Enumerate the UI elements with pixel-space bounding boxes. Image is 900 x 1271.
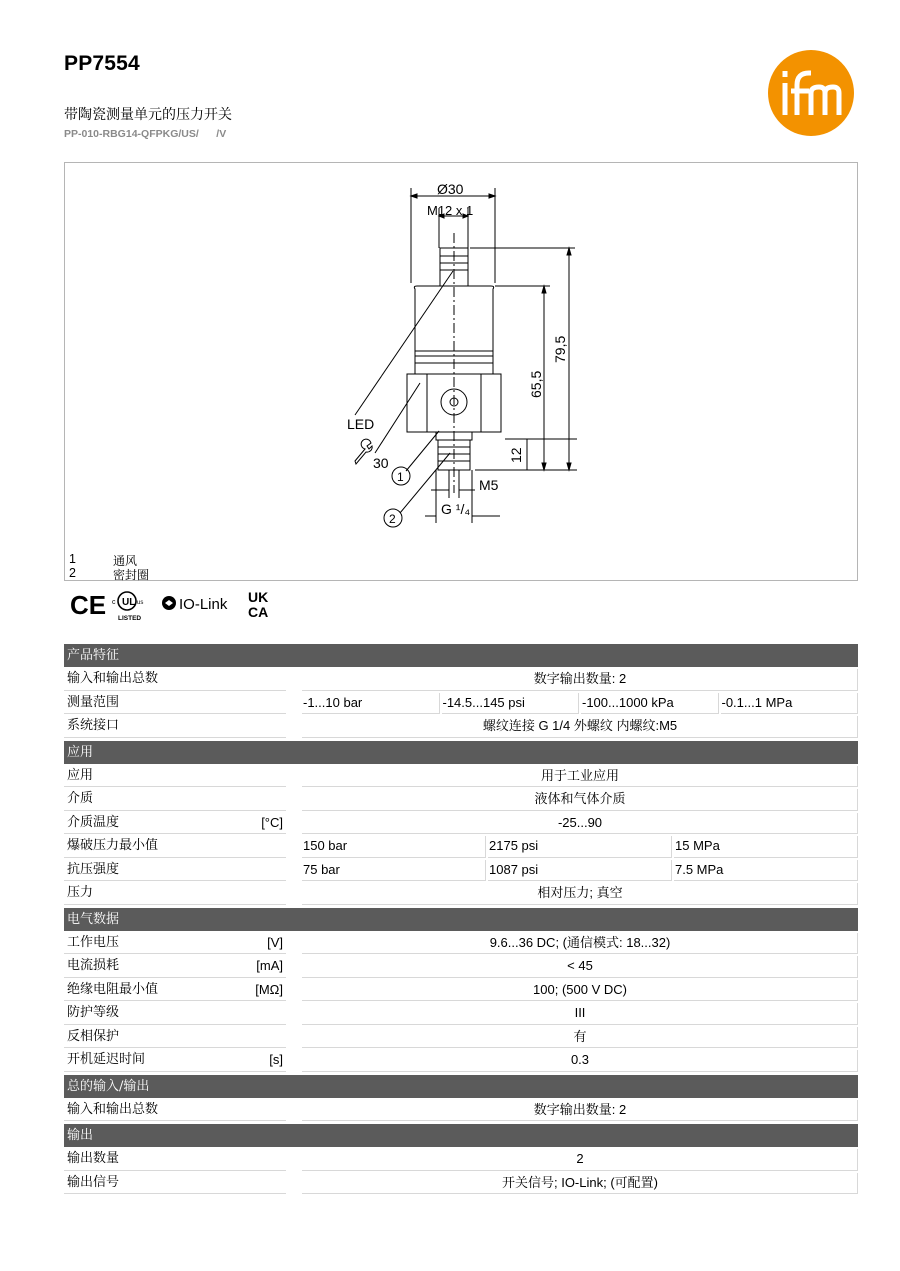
section-header: 产品特征 (64, 644, 858, 667)
row-value: -25...90 (302, 813, 858, 835)
row-label (64, 813, 286, 835)
row-unit: [MΩ] (255, 981, 283, 997)
row-label (64, 883, 286, 905)
row-value: 100; (500 V DC) (302, 980, 858, 1002)
row-value: 7.5 MPa (674, 860, 858, 882)
row-label (64, 1173, 286, 1195)
row-label (64, 669, 286, 691)
table-row (64, 956, 858, 978)
row-value: 相对压力; 真空 (302, 883, 858, 905)
row-unit: [mA] (256, 958, 283, 973)
table-row (64, 836, 858, 858)
row-label (64, 1027, 286, 1049)
table-row (64, 980, 858, 1002)
row-label-text: 输出数量 (67, 1151, 120, 1166)
row-value: -0.1...1 MPa (721, 693, 859, 715)
ul-us: us (137, 600, 144, 606)
legend-item: 2 密封圈 (69, 566, 150, 582)
row-label (64, 1050, 286, 1072)
certification-logos (64, 586, 304, 624)
product-title: PP7554 (64, 52, 140, 75)
iolink-text: IO-Link (179, 596, 228, 613)
row-value: 2 (302, 1149, 858, 1171)
row-label-text: 介质温度 (67, 814, 120, 830)
dim-bottom: 12 (508, 447, 524, 463)
label-g-thread: G ¹/₄ (441, 501, 471, 517)
dimension-drawing (64, 162, 858, 581)
row-label-text: 反相保护 (67, 1028, 120, 1044)
table-row (64, 669, 858, 691)
row-label (64, 789, 286, 811)
row-value: 75 bar (302, 860, 486, 882)
row-label (64, 716, 286, 738)
dim-thread-top: M12 x 1 (427, 203, 474, 218)
row-value: -100...1000 kPa (581, 693, 719, 715)
row-value: III (302, 1003, 858, 1025)
row-unit: [s] (269, 1052, 283, 1067)
row-value: 9.6...36 DC; (通信模式: 18...32) (302, 933, 858, 955)
ce-mark: CE (70, 590, 107, 620)
section-header: 输出 (64, 1124, 858, 1147)
row-value: 1087 psi (488, 860, 672, 882)
table-row (64, 860, 858, 882)
row-value: 用于工业应用 (302, 766, 858, 788)
table-row (64, 1149, 858, 1171)
row-value: -1...10 bar (302, 693, 440, 715)
legend-item: 1 通风 (69, 552, 138, 568)
table-row (64, 766, 858, 788)
label-led: LED (347, 416, 375, 432)
row-label-text: 爆破压力最小值 (67, 838, 159, 853)
row-label (64, 860, 286, 882)
row-label (64, 980, 286, 1002)
row-value: -14.5...145 psi (442, 693, 580, 715)
ifm-logo (767, 49, 855, 137)
row-value: < 45 (302, 956, 858, 978)
row-value: 开关信号; IO-Link; (可配置) (302, 1173, 858, 1195)
row-unit: [°C] (261, 814, 283, 830)
table-row (64, 716, 858, 738)
table-row (64, 1173, 858, 1195)
table-row (64, 1027, 858, 1049)
table-row (64, 883, 858, 905)
row-label-text: 输入和输出总数 (67, 671, 159, 686)
row-label-text: 应用 (67, 767, 94, 783)
dim-total: 79,5 (552, 335, 568, 363)
row-label-text: 测量范围 (67, 694, 120, 710)
row-label (64, 836, 286, 858)
row-value: 有 (302, 1027, 858, 1049)
row-value: 2175 psi (488, 836, 672, 858)
table-row (64, 693, 858, 715)
table-row (64, 1050, 858, 1072)
dim-body: 65,5 (528, 370, 544, 398)
row-label (64, 933, 286, 955)
row-value: 液体和气体介质 (302, 789, 858, 811)
row-label-text: 防护等级 (67, 1005, 120, 1020)
ul-c: c (112, 599, 116, 606)
row-value: 数字输出数量: 2 (302, 1100, 858, 1122)
section-header: 应用 (64, 741, 858, 764)
row-label (64, 956, 286, 978)
row-value: 150 bar (302, 836, 486, 858)
wrench-icon (355, 439, 372, 464)
label-m5: M5 (479, 477, 499, 493)
section-header: 电气数据 (64, 908, 858, 931)
label-wrench-size: 30 (373, 455, 389, 471)
product-subtitle: 带陶瓷测量单元的压力开关 (64, 107, 232, 123)
row-value: 0.3 (302, 1050, 858, 1072)
callout-1: 1 (397, 470, 404, 484)
row-label-text: 介质 (67, 791, 94, 806)
row-label-text: 输入和输出总数 (67, 1101, 159, 1117)
svg-text:UL: UL (122, 597, 136, 608)
row-label (64, 766, 286, 788)
table-row (64, 1100, 858, 1122)
row-label (64, 1100, 286, 1122)
table-row (64, 813, 858, 835)
row-label-text: 抗压强度 (67, 861, 120, 877)
row-label (64, 693, 286, 715)
ukca-bottom: CA (248, 604, 269, 620)
row-label-text: 开机延迟时间 (67, 1052, 146, 1067)
row-label-text: 电流损耗 (67, 958, 120, 973)
row-value: 螺纹连接 G 1/4 外螺纹 内螺纹:M5 (302, 716, 858, 738)
table-row (64, 789, 858, 811)
row-label (64, 1149, 286, 1171)
specification-table (64, 644, 858, 1197)
callout-2: 2 (389, 512, 396, 526)
row-label (64, 1003, 286, 1025)
row-unit: [V] (267, 934, 283, 950)
row-label-text: 压力 (67, 885, 94, 900)
row-label-text: 绝缘电阻最小值 (67, 981, 159, 997)
row-label-text: 系统接口 (67, 718, 120, 733)
row-label-text: 工作电压 (67, 934, 120, 950)
sensor-drawing-svg (65, 163, 859, 582)
product-code: PP-010-RBG14-QFPKG/US/ /V (64, 128, 227, 140)
section-header: 总的输入/输出 (64, 1075, 858, 1098)
row-value: 数字输出数量: 2 (302, 669, 858, 691)
table-row (64, 1003, 858, 1025)
row-label-text: 输出信号 (67, 1174, 120, 1190)
table-row (64, 933, 858, 955)
ul-listed: LISTED (118, 615, 142, 622)
dim-diameter: Ø30 (437, 181, 464, 197)
ukca-top: UK (248, 589, 269, 605)
row-value: 15 MPa (674, 836, 858, 858)
